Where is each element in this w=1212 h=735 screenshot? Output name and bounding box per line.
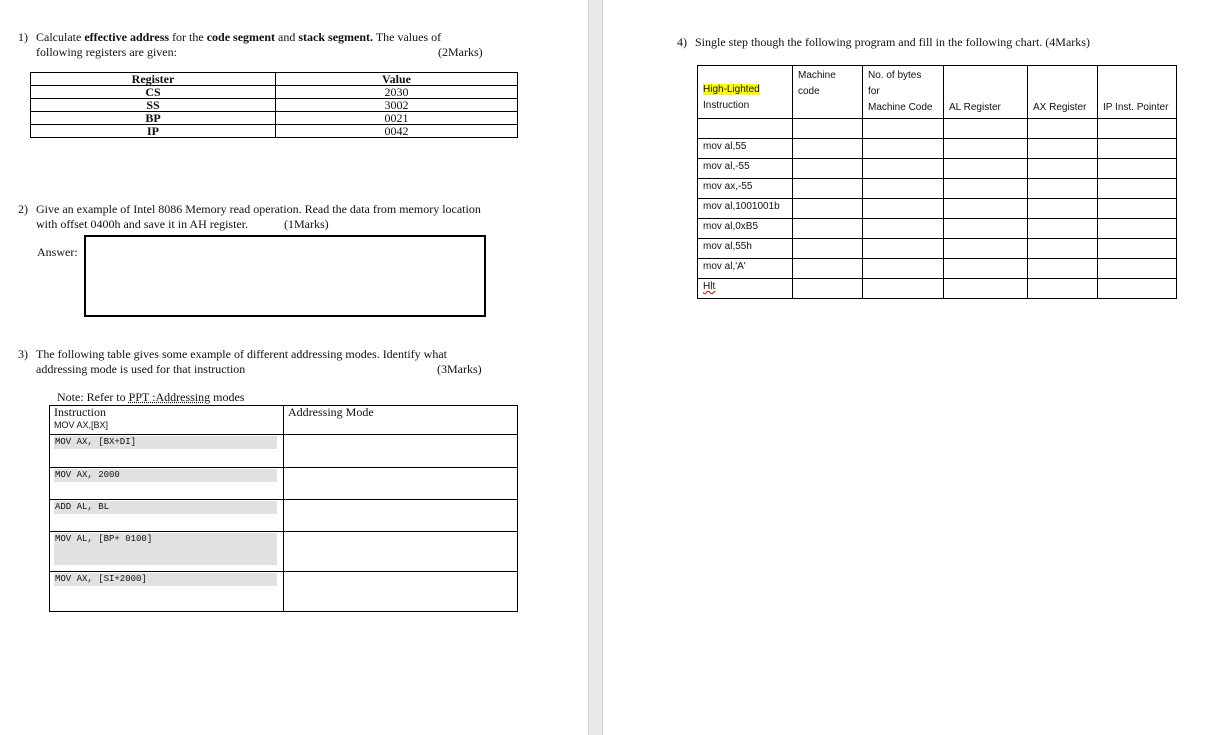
bytes-header-cell [863,66,944,119]
ax-register-header-cell [1028,66,1098,119]
answer-cell[interactable] [793,279,863,299]
table-row [698,139,1177,159]
register-cell: BP [31,112,276,125]
q1-text-part: for the [169,30,207,44]
q2-number: 2) [18,202,28,216]
value-cell: 3002 [276,99,518,112]
question-4 [677,35,1177,51]
question-3 [18,347,498,379]
q2-marks: (1Marks) [284,217,329,231]
answer-cell[interactable] [1098,179,1177,199]
value-header: Value [276,73,518,86]
q2-text-line2: with offset 0400h and save it in AH register. [36,217,249,231]
table-row [31,86,518,99]
page-gutter [588,0,603,735]
first-instruction-text: MOV AX,[BX] [54,420,109,430]
highlighted-label: High-Lighted [703,84,760,95]
machine-code-header-cell [793,66,863,119]
al-register-header-cell [944,66,1028,119]
instruction-cell [50,468,284,500]
addressing-mode-table [49,405,518,612]
answer-cell[interactable] [863,279,944,299]
q1-text [36,30,441,60]
q1-text-part: Calculate [36,30,85,44]
q3-number: 3) [18,347,28,361]
answer-cell[interactable] [1028,119,1098,139]
table-row [698,239,1177,259]
answer-cell[interactable] [1098,199,1177,219]
first-instruction [54,419,279,432]
answer-box[interactable] [84,235,486,317]
q1-text-part: The values of [373,30,442,44]
q3-text [36,347,447,377]
addressing-mode-answer-cell[interactable] [284,532,518,572]
table-row [50,572,518,612]
answer-cell[interactable] [1098,239,1177,259]
single-step-chart [697,65,1177,299]
answer-cell[interactable] [793,239,863,259]
q1-bold-stack-segment: stack segment. [298,30,374,44]
bytes-header-line3: Machine Code [868,102,933,113]
answer-cell[interactable] [863,179,944,199]
answer-cell[interactable] [863,119,944,139]
ax-register-header: AX Register [1033,102,1087,113]
addressing-mode-answer-cell[interactable] [284,468,518,500]
table-row [31,112,518,125]
instruction-header: Instruction [703,100,750,111]
instruction-code: ADD AL, BL [54,501,277,514]
value-cell: 2030 [276,86,518,99]
q1-bold-code-segment: code segment [206,30,276,44]
answer-cell[interactable] [1098,139,1177,159]
answer-cell[interactable] [1028,139,1098,159]
answer-cell[interactable] [863,259,944,279]
register-cell: IP [31,125,276,138]
answer-cell[interactable] [863,159,944,179]
q4-marks: (4Marks) [1045,35,1090,49]
instruction-cell: Hlt [698,279,793,299]
addressing-mode-answer-cell[interactable] [284,572,518,612]
q3-marks: (3Marks) [437,362,482,376]
instruction-cell: mov al,-55 [698,159,793,179]
answer-cell[interactable] [944,139,1028,159]
answer-cell[interactable] [793,119,863,139]
answer-cell[interactable] [944,159,1028,179]
answer-cell[interactable] [1098,119,1177,139]
answer-cell[interactable] [1028,279,1098,299]
question-2 [18,202,538,234]
note-text: modes [210,390,245,404]
q2-text [36,202,481,232]
answer-cell[interactable] [944,259,1028,279]
instruction-cell: mov ax,-55 [698,179,793,199]
q3-text-line2: addressing mode is used for that instruction [36,362,246,376]
q1-number: 1) [18,30,28,44]
table-row [31,125,518,138]
table-row [50,532,518,572]
answer-cell[interactable] [1028,179,1098,199]
table-row [698,279,1177,299]
answer-cell[interactable] [1098,279,1177,299]
instruction-cell: mov al,55 [698,139,793,159]
al-register-header: AL Register [949,102,1001,113]
instruction-code: MOV AX, [BX+DI] [54,436,277,449]
table-row [698,119,1177,139]
answer-cell[interactable] [944,219,1028,239]
answer-cell[interactable] [863,139,944,159]
table-row [50,500,518,532]
instruction-header-hl [703,82,787,98]
answer-cell[interactable] [944,119,1028,139]
answer-cell[interactable] [944,279,1028,299]
machine-code-header-line1: Machine [798,70,836,81]
answer-cell[interactable] [1028,219,1098,239]
q1-text-line2: following registers are given: [36,45,177,59]
answer-cell[interactable] [944,199,1028,219]
instruction-cell [50,532,284,572]
instruction-cell: mov al,55h [698,239,793,259]
register-cell: CS [31,86,276,99]
answer-cell[interactable] [1028,239,1098,259]
note [57,390,244,405]
instruction-code: MOV AX, 2000 [54,469,277,482]
answer-cell[interactable] [1028,199,1098,219]
table-row [698,259,1177,279]
answer-cell[interactable] [793,199,863,219]
q2-text-line1: Give an example of Intel 8086 Memory read operation. Read the data from memory location [36,202,481,216]
answer-cell[interactable] [1098,259,1177,279]
addressing-mode-header: Addressing Mode [288,405,374,419]
value-cell: 0042 [276,125,518,138]
bytes-header-line1: No. of bytes [868,70,922,81]
answer-cell[interactable] [793,139,863,159]
instruction-header-cell [50,406,284,435]
ip-header-cell [1098,66,1177,119]
answer-cell[interactable] [944,239,1028,259]
table-row [698,219,1177,239]
register-table [30,72,518,138]
instruction-header-cell [698,66,793,119]
q3-text-line1: The following table gives some example of different addressing modes. Identify what [36,347,447,361]
q4-text [695,35,1090,50]
q4-text-main: Single step though the following program and fill in the following chart. [695,35,1043,49]
answer-cell[interactable] [793,159,863,179]
answer-cell[interactable] [1098,159,1177,179]
q4-number: 4) [677,35,687,49]
bytes-header-line2: for [868,86,880,97]
instruction-header: Instruction [54,405,106,419]
answer-cell[interactable] [1028,159,1098,179]
answer-cell[interactable] [793,219,863,239]
answer-cell[interactable] [863,219,944,239]
instruction-cell: mov al,1001001b [698,199,793,219]
empty-cell [698,119,793,139]
table-row [50,468,518,500]
instruction-cell: mov al,0xB5 [698,219,793,239]
instruction-cell: mov al,'A' [698,259,793,279]
instruction-cell [50,500,284,532]
answer-cell[interactable] [793,259,863,279]
answer-label: Answer: [37,245,78,259]
left-page [0,0,588,735]
addressing-mode-answer-cell[interactable] [284,500,518,532]
register-header: Register [31,73,276,86]
answer-cell[interactable] [1098,219,1177,239]
instruction-code: MOV AX, [SI+2000] [54,573,277,586]
answer-cell[interactable] [863,199,944,219]
addressing-mode-answer-cell[interactable] [284,435,518,468]
table-row [31,99,518,112]
machine-code-header-line2: code [798,86,820,97]
q1-bold-effective-address: effective address [84,30,170,44]
table-row [698,199,1177,219]
instruction-code: MOV AL, [BP+ 0100] [54,533,277,565]
q1-text-part: and [275,30,299,44]
q1-marks: (2Marks) [438,45,483,59]
question-1 [18,30,498,62]
note-link[interactable]: PPT :Addressing [128,390,211,404]
register-cell: SS [31,99,276,112]
answer-cell[interactable] [793,179,863,199]
table-row [50,435,518,468]
instruction-cell [50,572,284,612]
ip-header: IP Inst. Pointer [1103,102,1169,113]
answer-cell[interactable] [863,239,944,259]
table-row [698,159,1177,179]
note-text: Note: Refer to [57,390,129,404]
answer-cell[interactable] [944,179,1028,199]
table-row [698,179,1177,199]
value-cell: 0021 [276,112,518,125]
answer-cell[interactable] [1028,259,1098,279]
addressing-mode-header-cell [284,406,518,435]
instruction-cell [50,435,284,468]
